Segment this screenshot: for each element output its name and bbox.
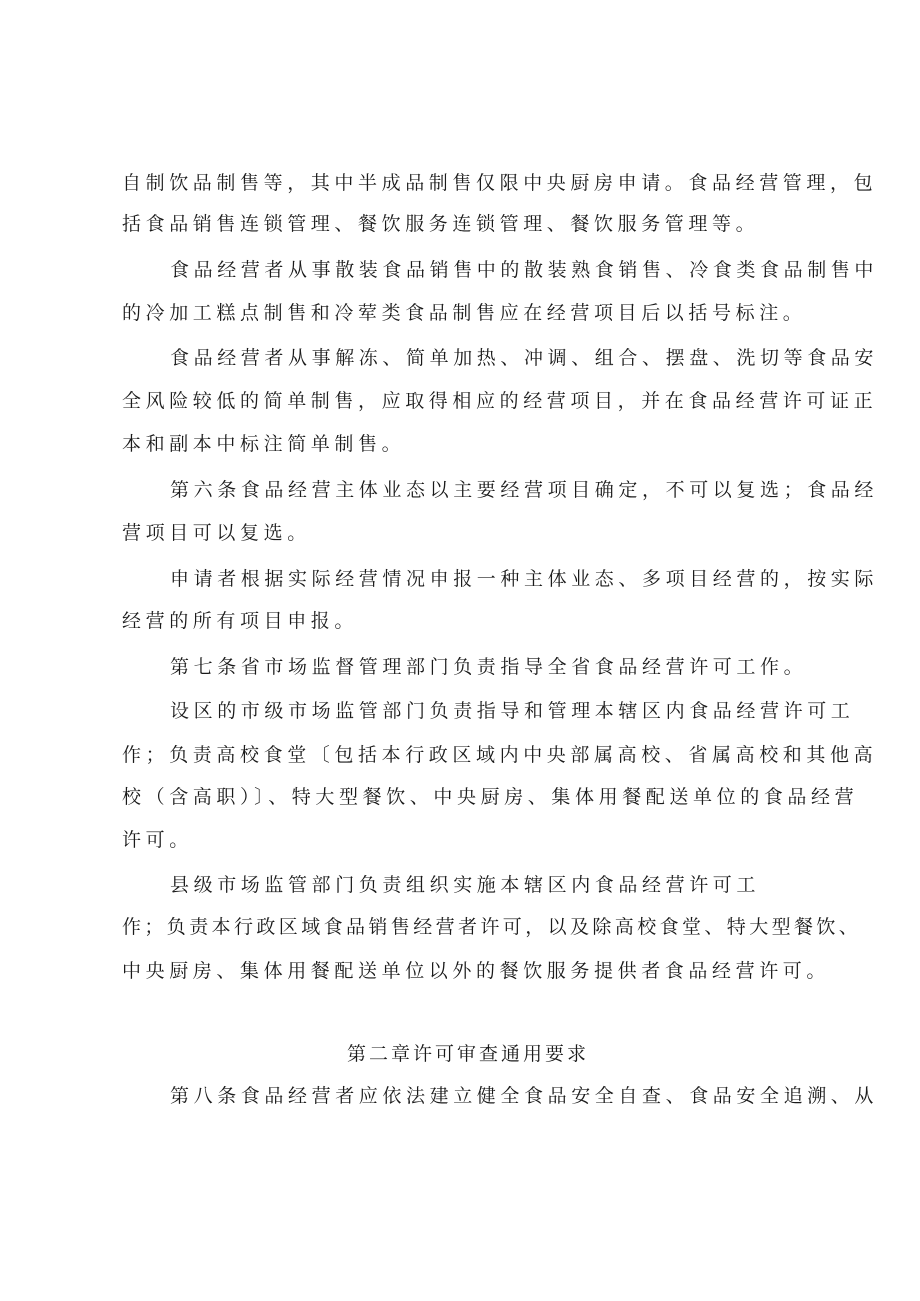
text-line: 食品经营者从事解冻、简单加热、冲调、组合、摆盘、洗切等食品安 bbox=[170, 347, 879, 369]
chapter-heading: 第二章许可审查通用要求 bbox=[347, 1043, 590, 1065]
text-line: 本和副本中标注简单制售。 bbox=[122, 433, 406, 455]
text-line: 第六条食品经营主体业态以主要经营项目确定，不可以复选；食品经 bbox=[170, 479, 879, 501]
text-line: 食品经营者从事散装食品销售中的散装熟食销售、冷食类食品制售中 bbox=[170, 259, 879, 281]
text-line: 第七条省市场监督管理部门负责指导全省食品经营许可工作。 bbox=[170, 656, 808, 678]
text-line: 作；负责高校食堂〔包括本行政区域内中央部属高校、省属高校和其他高 bbox=[122, 744, 878, 766]
text-line: 的冷加工糕点制售和冷荤类食品制售应在经营项目后以括号标注。 bbox=[122, 302, 807, 324]
text-line: 自制饮品制售等，其中半成品制售仅限中央厨房申请。食品经营管理，包 bbox=[122, 172, 878, 194]
text-line: 许可。 bbox=[122, 829, 193, 851]
text-line: 中央厨房、集体用餐配送单位以外的餐饮服务提供者食品经营许可。 bbox=[122, 960, 831, 982]
text-line: 申请者根据实际经营情况申报一种主体业态、多项目经营的，按实际 bbox=[170, 568, 879, 590]
text-line: 作；负责本行政区域食品销售经营者许可，以及除高校食堂、特大型餐饮、 bbox=[122, 916, 862, 938]
text-line: 第八条食品经营者应依法建立健全食品安全自查、食品安全追溯、从 bbox=[170, 1085, 879, 1107]
text-line: 营项目可以复选。 bbox=[122, 522, 311, 544]
text-line: 县级市场监管部门负责组织实施本辖区内食品经营许可工 bbox=[170, 874, 761, 896]
text-line: 校（含高职）〕、特大型餐饮、中央厨房、集体用餐配送单位的食品经营 bbox=[122, 786, 859, 808]
text-line: 经营的所有项目申报。 bbox=[122, 610, 359, 632]
text-line: 设区的市级市场监管部门负责指导和管理本辖区内食品经营许可工 bbox=[170, 700, 855, 722]
text-line: 全风险较低的简单制售，应取得相应的经营项目，并在食品经营许可证正 bbox=[122, 390, 878, 412]
text-line: 括食品销售连锁管理、餐饮服务连锁管理、餐饮服务管理等。 bbox=[122, 213, 760, 235]
